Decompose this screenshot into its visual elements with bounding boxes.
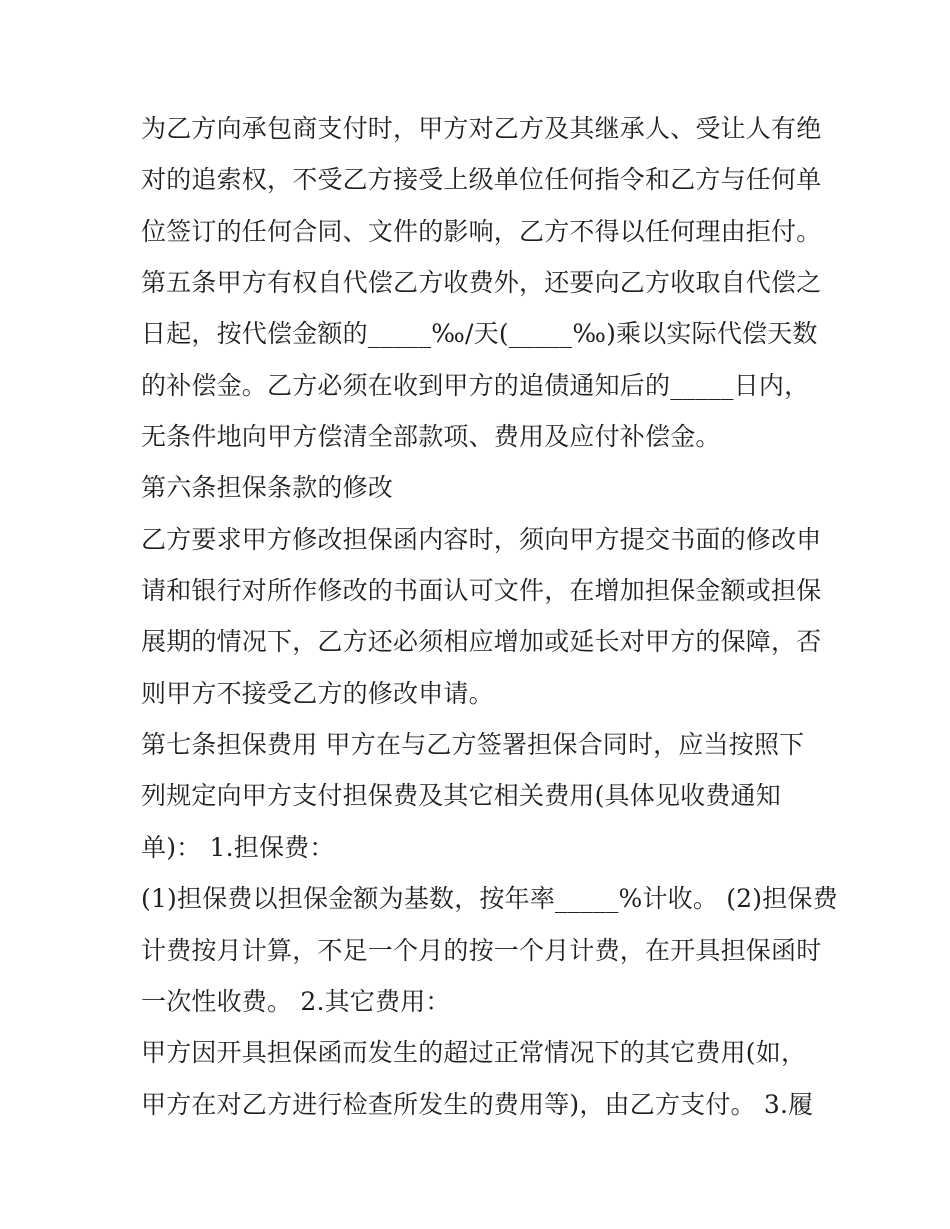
text-line: 展期的情况下，乙方还必须相应增加或延长对甲方的保障，否	[141, 627, 822, 657]
text-line: 乙方要求甲方修改担保函内容时，须向甲方提交书面的修改申	[141, 524, 822, 554]
text-line: 甲方因开具担保函而发生的超过正常情况下的其它费用(如，	[141, 1038, 807, 1068]
text-line: 甲方在对乙方进行检查所发生的费用等)，由乙方支付。 3.履	[141, 1089, 814, 1119]
text-line: 对的追索权，不受乙方接受上级单位任何指令和乙方与任何单	[141, 165, 822, 195]
text-line: 计费按月计算，不足一个月的按一个月计费，在开具担保函时	[141, 935, 822, 965]
text-line: 位签订的任何合同、文件的影响，乙方不得以任何理由拒付。	[141, 216, 822, 246]
text-line: 则甲方不接受乙方的修改申请。	[141, 678, 494, 708]
text-line: (1)担保费以担保金额为基数，按年率_____%计收。 (2)担保费	[141, 884, 838, 914]
article-6-heading: 第六条担保条款的修改	[141, 473, 394, 503]
contract-text-body	[141, 103, 838, 1130]
text-line: 一次性收费。 2.其它费用：	[141, 986, 451, 1016]
text-line: 请和银行对所作修改的书面认可文件，在增加担保金额或担保	[141, 576, 822, 606]
text-line: 日起，按代偿金额的_____‰/天(_____‰)乘以实际代偿天数	[141, 319, 818, 349]
text-line: 的补偿金。乙方必须在收到甲方的追债通知后的_____日内，	[141, 370, 810, 400]
article-5-heading-line: 第五条甲方有权自代偿乙方收费外，还要向乙方收取自代偿之	[141, 268, 822, 298]
text-line: 列规定向甲方支付担保费及其它相关费用(具体见收费通知	[141, 781, 781, 811]
text-line: 无条件地向甲方偿清全部款项、费用及应付补偿金。	[141, 422, 721, 452]
text-line: 为乙方向承包商支付时，甲方对乙方及其继承人、受让人有绝	[141, 114, 822, 143]
article-7-heading-line: 第七条担保费用 甲方在与乙方签署担保合同时，应当按照下	[141, 730, 805, 760]
text-line: 单)： 1.担保费：	[141, 832, 335, 862]
